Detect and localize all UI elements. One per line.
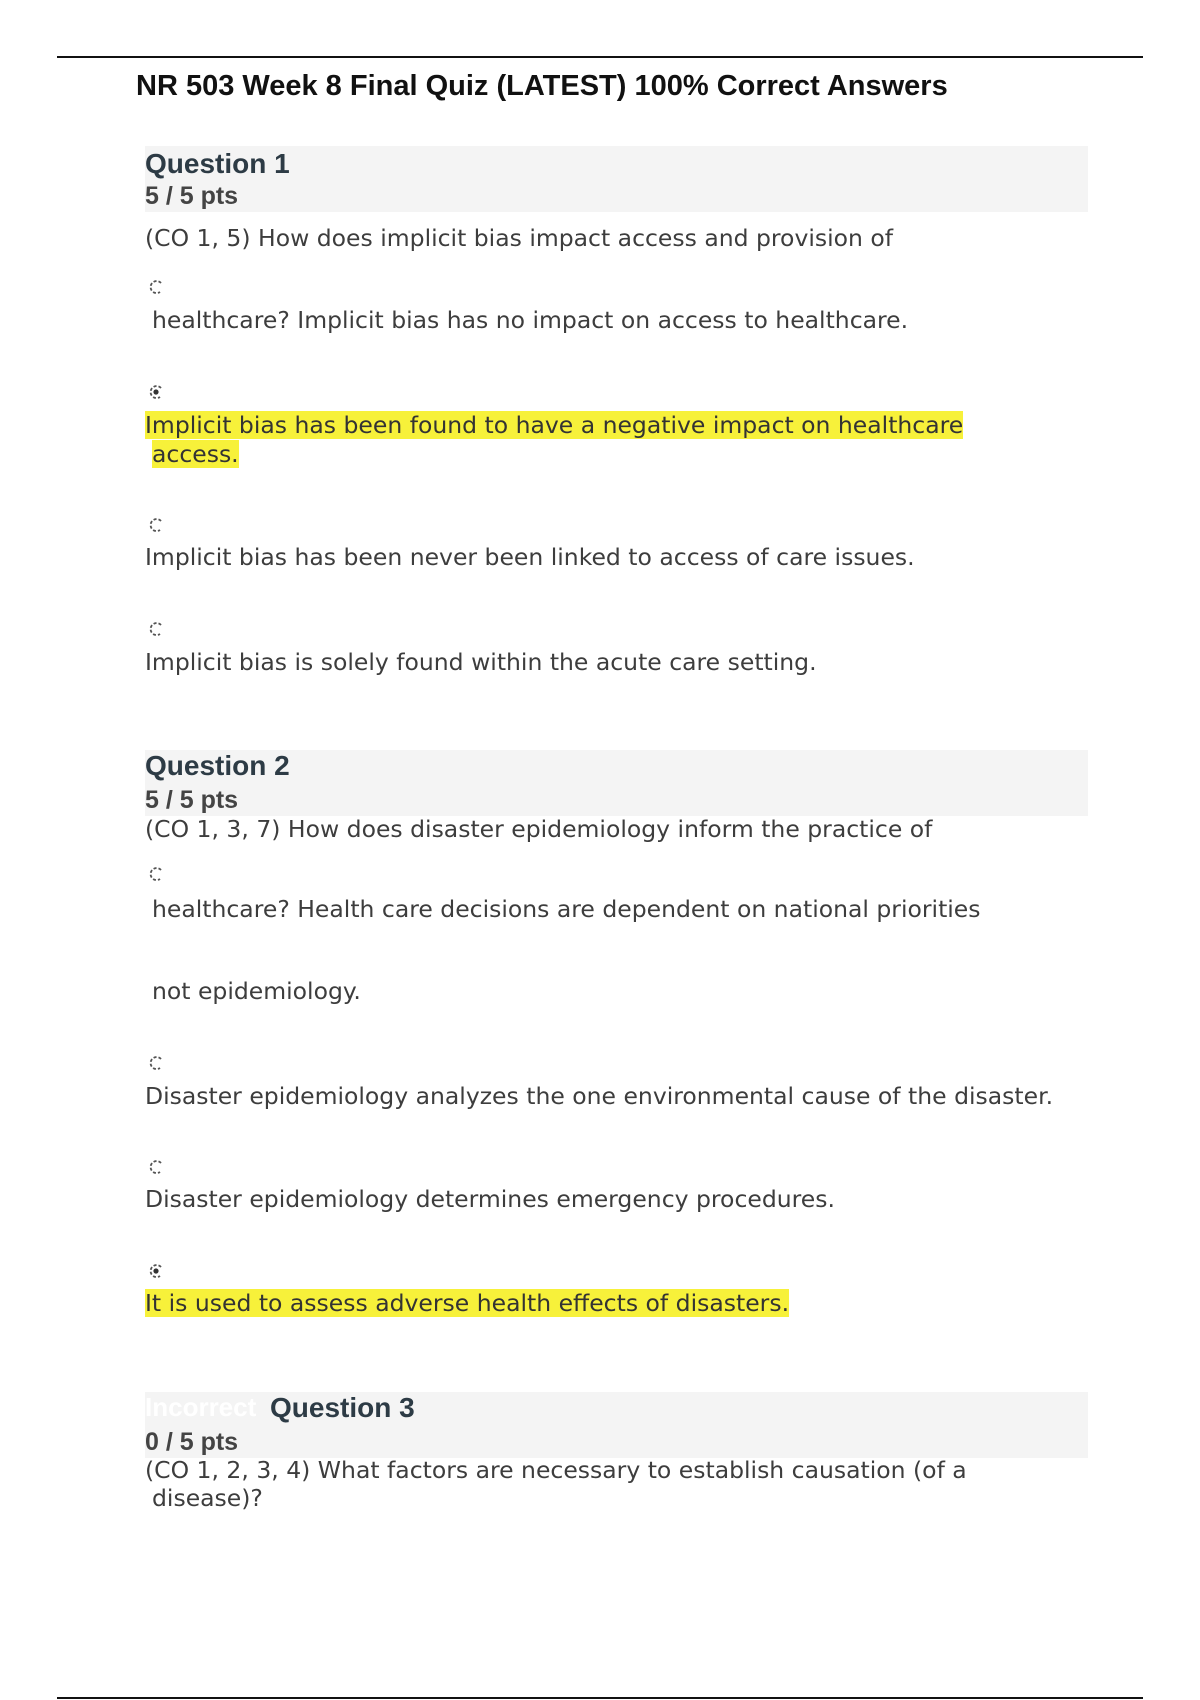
question-title: Question 2 (145, 750, 290, 781)
question-header (145, 1392, 1088, 1458)
answer-option-correct[interactable] (145, 1289, 789, 1318)
radio-unselected-icon[interactable] (148, 517, 164, 533)
answer-option[interactable]: Disaster epidemiology determines emergency procedures. (145, 1185, 835, 1213)
radio-unselected-icon[interactable] (148, 279, 164, 295)
answer-option-continuation: not epidemiology. (152, 977, 361, 1005)
question-prompt: (CO 1, 2, 3, 4) What factors are necessary to establish causation (of a (145, 1456, 967, 1484)
answer-option[interactable]: Disaster epidemiology analyzes the one environmental cause of the disaster. (145, 1082, 1054, 1110)
document-title: NR 503 Week 8 Final Quiz (LATEST) 100% Correct Answers (136, 70, 948, 102)
question-points: 5 / 5 pts (145, 786, 239, 814)
answer-option[interactable]: healthcare? Health care decisions are dependent on national priorities (152, 895, 981, 923)
question-prompt: (CO 1, 3, 7) How does disaster epidemiology inform the practice of (145, 815, 933, 843)
answer-option[interactable]: Implicit bias has been never been linked to access of care issues. (145, 543, 915, 571)
highlighted-answer-text: It is used to assess adverse health effects of disasters. (145, 1289, 790, 1317)
question-title: Question 1 (145, 148, 290, 179)
answer-option[interactable]: healthcare? Implicit bias has no impact on access to healthcare. (152, 306, 909, 334)
answer-option-correct-continuation (145, 440, 239, 469)
highlighted-answer-text: Implicit bias has been found to have a negative impact on healthcare (145, 411, 964, 439)
radio-selected-icon[interactable] (148, 1263, 164, 1279)
question-prompt-continuation: disease)? (152, 1484, 263, 1512)
question-header (145, 146, 1088, 212)
incorrect-badge: Incorrect (145, 1392, 257, 1422)
question-points: 5 / 5 pts (145, 182, 239, 210)
radio-unselected-icon[interactable] (148, 866, 164, 882)
question-prompt: (CO 1, 5) How does implicit bias impact access and provision of (145, 224, 894, 252)
radio-unselected-icon[interactable] (148, 621, 164, 637)
bottom-rule (57, 1697, 1143, 1699)
question-title: Question 3 (270, 1392, 415, 1423)
radio-unselected-icon[interactable] (148, 1055, 164, 1071)
answer-option-correct[interactable] (145, 411, 963, 440)
radio-selected-icon[interactable] (148, 384, 164, 400)
highlighted-answer-text: access. (152, 440, 239, 468)
question-header (145, 750, 1088, 816)
answer-option[interactable]: Implicit bias is solely found within the acute care setting. (145, 648, 817, 676)
question-points: 0 / 5 pts (145, 1428, 239, 1456)
radio-unselected-icon[interactable] (148, 1159, 164, 1175)
top-rule (57, 56, 1143, 58)
